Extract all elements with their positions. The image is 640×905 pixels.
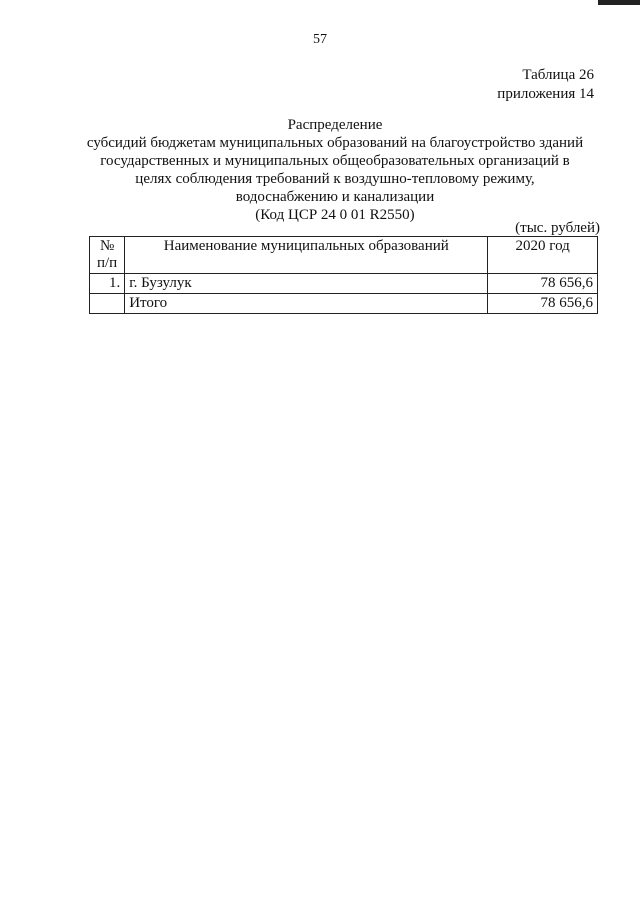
title-heading: Распределение (287, 117, 383, 133)
table-header-row (90, 237, 598, 274)
row-number: 1. (90, 274, 125, 294)
table-total-row (90, 294, 598, 314)
title-line: целях соблюдения требований к воздушно-тепловому режиму, (135, 171, 535, 187)
title-line: государственных и муниципальных общеобразовательных организаций в (100, 153, 570, 169)
page-number: 57 (313, 32, 327, 47)
row-number (90, 294, 125, 314)
table-row (90, 274, 598, 294)
row-municipality: г. Бузулук (125, 274, 488, 294)
appendix-reference-line: приложения 14 (497, 86, 594, 102)
total-value: 78 656,6 (488, 294, 598, 314)
title-line: субсидий бюджетам муниципальных образований на благоустройство зданий (86, 135, 584, 151)
title-line: водоснабжению и канализации (235, 189, 435, 205)
units-label: (тыс. рублей) (515, 220, 600, 236)
table-reference-line: Таблица 26 (522, 67, 594, 83)
header-number-symbol: № (99, 238, 115, 254)
corner-scan-mark (598, 0, 640, 5)
subsidy-table (89, 236, 598, 314)
header-number-abbr: п/п (96, 255, 118, 271)
row-value: 78 656,6 (488, 274, 598, 294)
header-name: Наименование муниципальных образований (125, 237, 488, 274)
total-label: Итого (125, 294, 488, 314)
document-title (70, 116, 600, 224)
budget-code-line: (Код ЦСР 24 0 01 R2550) (255, 207, 415, 223)
header-year: 2020 год (488, 237, 598, 274)
table-reference (497, 66, 594, 104)
header-number (90, 237, 125, 274)
